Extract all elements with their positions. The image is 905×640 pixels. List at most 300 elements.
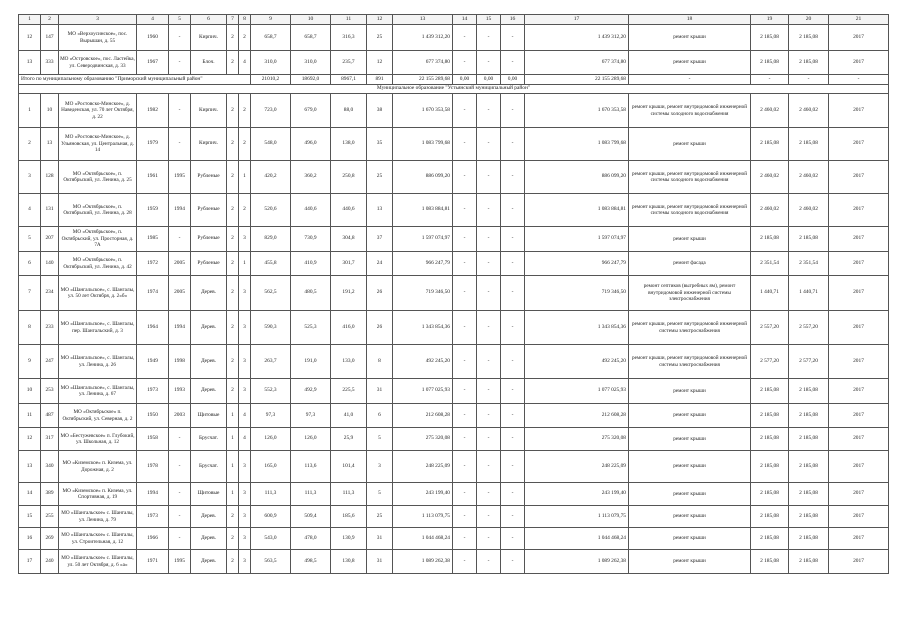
residential-area: 480,5 [291, 276, 331, 311]
total-area: 263,7 [251, 345, 291, 379]
house-id: 340 [41, 451, 59, 483]
table-row [19, 51, 889, 75]
total-area: 590,3 [251, 311, 291, 345]
plan-year: 2017 [829, 252, 889, 276]
max-unit-cost: 2 185,08 [789, 379, 829, 404]
owners-funds: 677 374,80 [525, 51, 629, 75]
total-cost: 1 083 884,81 [393, 194, 453, 227]
owners-funds: 886 099,20 [525, 161, 629, 194]
total-area: 97,3 [251, 404, 291, 428]
house-id: 207 [41, 227, 59, 252]
entrances-count: 1 [239, 252, 251, 276]
wall-material: Рубленые [191, 252, 227, 276]
col-number: 6 [191, 15, 227, 25]
residents-count: 25 [367, 25, 393, 51]
house-address: МО «Октябрьское», п. Октябрьский, ул. Ленина, д. 25 [59, 161, 137, 194]
house-id: 128 [41, 161, 59, 194]
house-id: 234 [41, 276, 59, 311]
plan-year: 2017 [829, 345, 889, 379]
table-row [19, 227, 889, 252]
build-year: 1964 [137, 311, 169, 345]
repair-works: ремонт крыши, ремонт внутридомовой инженерной системы холодного водоснабжения [629, 194, 751, 227]
total-cost: 243 199,40 [393, 483, 453, 506]
total-cost: 1 439 312,20 [393, 25, 453, 51]
fund-local: - [501, 161, 525, 194]
residential-area: 658,7 [291, 25, 331, 51]
owned-area: 440,6 [331, 194, 367, 227]
max-unit-cost: 2 557,20 [789, 311, 829, 345]
plan-year: 2017 [829, 404, 889, 428]
owners-funds: 248 225,09 [525, 451, 629, 483]
house-id: 233 [41, 311, 59, 345]
table-row [19, 550, 889, 574]
plan-year: 2017 [829, 51, 889, 75]
col-number: 2 [41, 15, 59, 25]
row-number: 6 [19, 252, 41, 276]
col-number: 13 [393, 15, 453, 25]
floors-count: 1 [227, 428, 239, 451]
repair-year: - [169, 128, 191, 161]
build-year: 1978 [137, 451, 169, 483]
owned-area: 88,0 [331, 94, 367, 128]
fund-local: - [501, 379, 525, 404]
repair-works: ремонт крыши [629, 550, 751, 574]
floors-count: 2 [227, 276, 239, 311]
fund-regional: - [477, 252, 501, 276]
build-year: 1958 [137, 428, 169, 451]
unit-cost: 2 185,08 [751, 428, 789, 451]
residential-area: 126,0 [291, 428, 331, 451]
owned-area: 250,8 [331, 161, 367, 194]
fund-federal: - [453, 404, 477, 428]
fund-local: - [501, 194, 525, 227]
residents-count: 13 [367, 194, 393, 227]
wall-material: Щитовые [191, 483, 227, 506]
repair-year: - [169, 451, 191, 483]
row-number: 13 [19, 51, 41, 75]
house-address: МО «Шангальское» с. Шангалы, ул. Строительная, д. 12 [59, 528, 137, 550]
max-unit-cost: 2 185,08 [789, 404, 829, 428]
col-number: 15 [477, 15, 501, 25]
subtotal-cost: 22 155 289,68 [393, 75, 453, 85]
row-number: 17 [19, 550, 41, 574]
residents-count: 38 [367, 94, 393, 128]
owners-funds: 1 083 799,68 [525, 128, 629, 161]
floors-count: 1 [227, 404, 239, 428]
row-number: 4 [19, 194, 41, 227]
fund-federal: - [453, 25, 477, 51]
row-number: 14 [19, 483, 41, 506]
fund-regional: - [477, 550, 501, 574]
plan-year: 2017 [829, 550, 889, 574]
owners-funds: 1 343 854,36 [525, 311, 629, 345]
house-address: МО «Островское», пос. Ластейка, ул. Северодвинская, д. 33 [59, 51, 137, 75]
repair-year: - [169, 51, 191, 75]
total-area: 562,5 [251, 276, 291, 311]
residential-area: 496,0 [291, 128, 331, 161]
unit-cost: 2 185,08 [751, 227, 789, 252]
house-address: МО «Шангальское», с. Шангалы, ул. 50 лет Октября, д. 2«б» [59, 276, 137, 311]
house-address: МО «Киземское» п. Кизема, ул. Дорожная, д. 2 [59, 451, 137, 483]
subtotal-row [19, 75, 889, 85]
build-year: 1972 [137, 252, 169, 276]
unit-cost: 2 460,02 [751, 161, 789, 194]
row-number: 3 [19, 161, 41, 194]
repair-year: 1998 [169, 345, 191, 379]
row-number: 16 [19, 528, 41, 550]
plan-year: 2017 [829, 311, 889, 345]
owned-area: 185,6 [331, 506, 367, 528]
repair-works: ремонт крыши [629, 506, 751, 528]
row-number: 12 [19, 25, 41, 51]
fund-regional: - [477, 404, 501, 428]
row-number: 7 [19, 276, 41, 311]
table-row [19, 276, 889, 311]
residential-area: 478,0 [291, 528, 331, 550]
repair-year: - [169, 528, 191, 550]
entrances-count: 3 [239, 550, 251, 574]
residential-area: 410,9 [291, 252, 331, 276]
max-unit-cost: 2 577,20 [789, 345, 829, 379]
residents-count: 5 [367, 428, 393, 451]
repair-year: 1995 [169, 550, 191, 574]
subtotal-a1: 21010,2 [251, 75, 291, 85]
table-row [19, 311, 889, 345]
residential-area: 509,4 [291, 506, 331, 528]
max-unit-cost: 2 185,08 [789, 25, 829, 51]
repair-works: ремонт крыши, ремонт внутридомовой инженерной системы холодного водоснабжения [629, 94, 751, 128]
floors-count: 2 [227, 51, 239, 75]
house-address: МО «Октябрьское», п. Октябрьский, ул. Просторная, д. 7А [59, 227, 137, 252]
house-address: МО «Октябрьское» п. Октябрьский, ул. Северная, д. 2 [59, 404, 137, 428]
repair-works: ремонт крыши [629, 379, 751, 404]
total-cost: 1 083 799,68 [393, 128, 453, 161]
repair-works: ремонт септиков (выгребных ям), ремонт внутридомовой инженерной системы электроснабжения [629, 276, 751, 311]
subtotal-yr: - [829, 75, 889, 85]
fund-regional: - [477, 451, 501, 483]
row-number: 9 [19, 345, 41, 379]
residential-area: 360,2 [291, 161, 331, 194]
residents-count: 31 [367, 550, 393, 574]
fund-federal: - [453, 451, 477, 483]
max-unit-cost: 2 185,08 [789, 483, 829, 506]
fund-federal: - [453, 128, 477, 161]
house-id: 333 [41, 51, 59, 75]
build-year: 1979 [137, 128, 169, 161]
house-id: 10 [41, 94, 59, 128]
plan-year: 2017 [829, 194, 889, 227]
unit-cost: 1 440,71 [751, 276, 789, 311]
col-number: 1 [19, 15, 41, 25]
row-number: 13 [19, 451, 41, 483]
repair-works: ремонт крыши [629, 528, 751, 550]
owned-area: 235,7 [331, 51, 367, 75]
owned-area: 304,8 [331, 227, 367, 252]
owned-area: 191,2 [331, 276, 367, 311]
total-area: 563,5 [251, 550, 291, 574]
total-cost: 248 225,09 [393, 451, 453, 483]
subtotal-a2: 18692,0 [291, 75, 331, 85]
total-cost: 1 343 854,36 [393, 311, 453, 345]
col-number: 3 [59, 15, 137, 25]
repair-works: ремонт крыши, ремонт внутридомовой инженерной системы холодного водоснабжения [629, 161, 751, 194]
row-number: 11 [19, 404, 41, 428]
repair-year: - [169, 227, 191, 252]
floors-count: 2 [227, 379, 239, 404]
wall-material: Дерев. [191, 345, 227, 379]
residential-area: 440,6 [291, 194, 331, 227]
house-id: 487 [41, 404, 59, 428]
fund-local: - [501, 94, 525, 128]
capital-repair-table [18, 14, 889, 574]
plan-year: 2017 [829, 428, 889, 451]
house-address: МО «Шангальское», с. Шангалы, пер. Шангальский, д. 3 [59, 311, 137, 345]
unit-cost: 2 577,20 [751, 345, 789, 379]
table-row [19, 428, 889, 451]
build-year: 1950 [137, 404, 169, 428]
fund-federal: - [453, 483, 477, 506]
fund-federal: - [453, 428, 477, 451]
total-cost: 1 670 353,58 [393, 94, 453, 128]
repair-works: ремонт крыши [629, 25, 751, 51]
owned-area: 416,0 [331, 311, 367, 345]
fund-regional: - [477, 128, 501, 161]
max-unit-cost: 2 185,08 [789, 506, 829, 528]
unit-cost: 2 185,08 [751, 483, 789, 506]
fund-local: - [501, 276, 525, 311]
total-cost: 677 374,80 [393, 51, 453, 75]
residents-count: 25 [367, 161, 393, 194]
house-id: 140 [41, 252, 59, 276]
col-number: 16 [501, 15, 525, 25]
fund-federal: - [453, 311, 477, 345]
fund-regional: - [477, 161, 501, 194]
house-id: 389 [41, 483, 59, 506]
fund-local: - [501, 25, 525, 51]
total-cost: 1 044 468,24 [393, 528, 453, 550]
house-address: МО «Ростовско-Минское», д. Наведенская, ул. 70 лет Октября, д. 22 [59, 94, 137, 128]
plan-year: 2017 [829, 506, 889, 528]
residential-area: 492,9 [291, 379, 331, 404]
unit-cost: 2 185,08 [751, 128, 789, 161]
fund-local: - [501, 227, 525, 252]
table-row [19, 404, 889, 428]
residents-count: 6 [367, 404, 393, 428]
floors-count: 2 [227, 528, 239, 550]
residents-count: 35 [367, 128, 393, 161]
entrances-count: 4 [239, 51, 251, 75]
house-id: 240 [41, 550, 59, 574]
max-unit-cost: 2 185,08 [789, 51, 829, 75]
total-area: 829,0 [251, 227, 291, 252]
floors-count: 1 [227, 483, 239, 506]
total-cost: 1 089 262,38 [393, 550, 453, 574]
fund-regional: - [477, 379, 501, 404]
owners-funds: 1 597 074,97 [525, 227, 629, 252]
fund-local: - [501, 51, 525, 75]
fund-federal: - [453, 161, 477, 194]
house-id: 253 [41, 379, 59, 404]
col-number: 14 [453, 15, 477, 25]
wall-material: Кирпич. [191, 94, 227, 128]
row-number: 10 [19, 379, 41, 404]
owned-area: 111,3 [331, 483, 367, 506]
col-number: 10 [291, 15, 331, 25]
build-year: 1967 [137, 51, 169, 75]
table-row [19, 345, 889, 379]
owned-area: 25,9 [331, 428, 367, 451]
row-number: 2 [19, 128, 41, 161]
row-number: 1 [19, 94, 41, 128]
max-unit-cost: 2 185,08 [789, 451, 829, 483]
house-id: 147 [41, 25, 59, 51]
col-number: 18 [629, 15, 751, 25]
build-year: 1985 [137, 227, 169, 252]
residents-count: 37 [367, 227, 393, 252]
wall-material: Блоч. [191, 51, 227, 75]
table-row [19, 194, 889, 227]
build-year: 1966 [137, 528, 169, 550]
wall-material: Дерев. [191, 528, 227, 550]
fund-regional: - [477, 483, 501, 506]
entrances-count: 1 [239, 161, 251, 194]
floors-count: 2 [227, 227, 239, 252]
subtotal-a3: 8967,1 [331, 75, 367, 85]
plan-year: 2017 [829, 25, 889, 51]
wall-material: Рубленые [191, 161, 227, 194]
repair-works: ремонт крыши [629, 227, 751, 252]
owned-area: 41,0 [331, 404, 367, 428]
owners-funds: 1 089 262,38 [525, 550, 629, 574]
max-unit-cost: 2 185,08 [789, 227, 829, 252]
fund-federal: - [453, 194, 477, 227]
col-number: 7 [227, 15, 239, 25]
col-number: 4 [137, 15, 169, 25]
total-area: 543,0 [251, 528, 291, 550]
total-cost: 886 099,20 [393, 161, 453, 194]
build-year: 1960 [137, 25, 169, 51]
fund-regional: - [477, 506, 501, 528]
build-year: 1994 [137, 483, 169, 506]
build-year: 1971 [137, 550, 169, 574]
max-unit-cost: 2 185,08 [789, 428, 829, 451]
floors-count: 2 [227, 128, 239, 161]
unit-cost: 2 460,02 [751, 194, 789, 227]
repair-year: 2005 [169, 252, 191, 276]
floors-count: 2 [227, 506, 239, 528]
row-number: 8 [19, 311, 41, 345]
fund-regional: - [477, 94, 501, 128]
fund-local: - [501, 404, 525, 428]
fund-federal: - [453, 345, 477, 379]
repair-year: 1995 [169, 161, 191, 194]
build-year: 1974 [137, 276, 169, 311]
residential-area: 113,6 [291, 451, 331, 483]
fund-local: - [501, 550, 525, 574]
entrances-count: 2 [239, 194, 251, 227]
residents-count: 5 [367, 483, 393, 506]
entrances-count: 3 [239, 451, 251, 483]
fund-federal: - [453, 506, 477, 528]
entrances-count: 3 [239, 483, 251, 506]
owned-area: 130,8 [331, 550, 367, 574]
entrances-count: 3 [239, 276, 251, 311]
residential-area: 97,3 [291, 404, 331, 428]
wall-material: Рубленые [191, 194, 227, 227]
residential-area: 730,9 [291, 227, 331, 252]
owners-funds: 1 083 884,81 [525, 194, 629, 227]
plan-year: 2017 [829, 483, 889, 506]
total-cost: 1 113 079,75 [393, 506, 453, 528]
subtotal-res: 891 [367, 75, 393, 85]
col-number: 8 [239, 15, 251, 25]
plan-year: 2017 [829, 451, 889, 483]
repair-year: 1994 [169, 311, 191, 345]
unit-cost: 2 185,08 [751, 528, 789, 550]
fund-local: - [501, 483, 525, 506]
unit-cost: 2 185,08 [751, 506, 789, 528]
total-area: 455,8 [251, 252, 291, 276]
fund-regional: - [477, 194, 501, 227]
entrances-count: 4 [239, 404, 251, 428]
table-row [19, 506, 889, 528]
total-area: 420,2 [251, 161, 291, 194]
col-number: 12 [367, 15, 393, 25]
max-unit-cost: 2 185,08 [789, 550, 829, 574]
house-address: МО «Шангальское», с. Шангалы, ул. Ленина, д. 26 [59, 345, 137, 379]
entrances-count: 2 [239, 25, 251, 51]
max-unit-cost: 1 440,71 [789, 276, 829, 311]
total-area: 310,0 [251, 51, 291, 75]
residents-count: 24 [367, 252, 393, 276]
subtotal-label: Итого по муниципальному образованию "Приморский муниципальный район" [19, 75, 251, 85]
build-year: 1973 [137, 379, 169, 404]
table-row [19, 94, 889, 128]
entrances-count: 3 [239, 227, 251, 252]
fund-regional: - [477, 25, 501, 51]
plan-year: 2017 [829, 161, 889, 194]
fund-regional: - [477, 345, 501, 379]
residents-count: 26 [367, 311, 393, 345]
repair-works: ремонт крыши [629, 428, 751, 451]
fund-local: - [501, 451, 525, 483]
column-number-row [19, 15, 889, 25]
row-number: 12 [19, 428, 41, 451]
unit-cost: 2 185,08 [751, 25, 789, 51]
owners-funds: 1 439 312,20 [525, 25, 629, 51]
subtotal-r2: - [789, 75, 829, 85]
unit-cost: 2 351,54 [751, 252, 789, 276]
section-header-row [19, 85, 889, 94]
owners-funds: 1 077 025,93 [525, 379, 629, 404]
unit-cost: 2 185,08 [751, 51, 789, 75]
col-number: 19 [751, 15, 789, 25]
house-id: 269 [41, 528, 59, 550]
fund-local: - [501, 506, 525, 528]
wall-material: Кирпич. [191, 25, 227, 51]
total-cost: 212 608,28 [393, 404, 453, 428]
owned-area: 130,9 [331, 528, 367, 550]
total-area: 520,6 [251, 194, 291, 227]
floors-count: 2 [227, 161, 239, 194]
floors-count: 2 [227, 25, 239, 51]
total-cost: 1 597 074,97 [393, 227, 453, 252]
fund-local: - [501, 345, 525, 379]
wall-material: Рубленые [191, 227, 227, 252]
fund-local: - [501, 128, 525, 161]
max-unit-cost: 2 185,08 [789, 128, 829, 161]
col-number: 5 [169, 15, 191, 25]
